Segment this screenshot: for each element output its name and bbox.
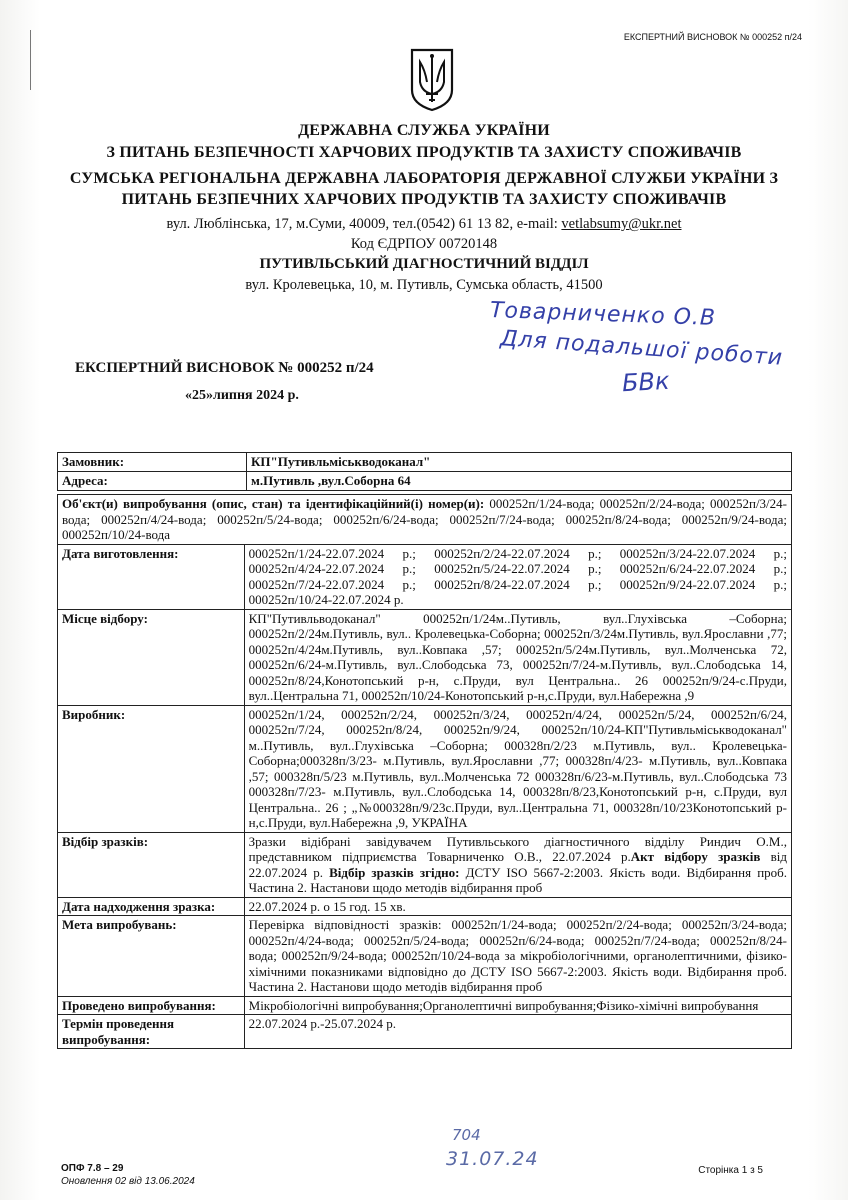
tests-value: Мікробіологічні випробування;Органолептичні випробування;Фізико-хімічні випробування	[244, 996, 791, 1015]
form-code: ОПФ 7.8 – 29	[61, 1163, 124, 1174]
client-table	[57, 452, 792, 491]
edrpou-code: Код ЄДРПОУ 00720148	[350, 236, 498, 252]
term-value: 22.07.2024 р.-25.07.2024 р.	[244, 1015, 791, 1049]
org-line1: ДЕРЖАВНА СЛУЖБА УКРАЇНИ	[298, 122, 550, 139]
table-row	[58, 472, 792, 491]
address-value: м.Путивль ,вул.Соборна 64	[247, 472, 792, 491]
made-value: 000252п/1/24-22.07.2024 р.; 000252п/2/24-22.07.2024 р.; 000252п/3/24-22.07.2024 р.; 000252п/4/24-22.07.2024 р.; 000252п/5/24-22.07.2024 р.; 000252п/6/24-22.07.2024 р.; 000252п/7/24-22.07.2024 р.; 000252п/8/24-22.07.2024 р.; 000252п/9/24-22.07.2024 р.; 000252п/10/24-22.07.2024 р.	[244, 544, 791, 609]
table-row	[58, 705, 792, 832]
client-label: Замовник:	[58, 453, 247, 472]
sampling-act-date: від 22.07.2024 р.	[248, 849, 787, 880]
table-row	[58, 897, 792, 916]
address-text: вул. Люблінська, 17, м.Суми, 40009, тел.(0542) 61 13 82, e-mail:	[166, 216, 558, 232]
table-row	[58, 1015, 792, 1049]
purpose-value: Перевірка відповідності зразків: 000252п/1/24-вода; 000252п/2/24-вода; 000252п/3/24-вода; 000252п/4/24-вода; 000252п/5/24-вода; 000252п/6/24-вода; 000252п/7/24-вода; 000252п/8/24-вода; 000252п/9/24-вода; 000252п/10/24-вода за мікробіологічними, органолептичними, фізико-хімічними показниками відповідно до ДСТУ ISO 5667-2:2003. Якість води. Відбирання проб. Частина 2. Настанови щодо методів відбирання проб	[244, 916, 791, 997]
form-revision: Оновлення 02 від 13.06.2024	[61, 1176, 195, 1187]
table-row	[58, 544, 792, 609]
department-address: вул. Кролевецька, 10, м. Путивль, Сумська область, 41500	[245, 277, 603, 293]
handwritten-name: Товарниченко О.В	[489, 298, 717, 331]
objects-cell	[58, 495, 792, 545]
table-row	[58, 495, 792, 545]
handwritten-note: Для подальшої роботи	[499, 326, 784, 371]
table-row	[58, 916, 792, 997]
received-label: Дата надходження зразка:	[58, 897, 245, 916]
table-row	[58, 453, 792, 472]
org-address	[0, 216, 848, 233]
sampling-text: Зразки відібрані завідувачем Путивльського діагностичного відділу Риндич О.М., представником підприємства Товарниченко О.В., 22.07.2024 р.	[248, 833, 787, 864]
sampling-value	[244, 832, 791, 897]
objects-value: 000252п/1/24-вода; 000252п/2/24-вода; 000252п/3/24-вода; 000252п/4/24-вода; 000252п/5/24-вода; 000252п/6/24-вода; 000252п/7/24-вода; 000252п/8/24-вода; 000252п/9/24-вода; 000252п/10/24-вода	[62, 496, 787, 542]
handwritten-registration-date: 31.07.24	[446, 1148, 539, 1170]
conclusion-title: ЕКСПЕРТНИЙ ВИСНОВОК № 000252 п/24	[75, 360, 374, 376]
made-label: Дата виготовлення:	[58, 544, 245, 609]
table-row	[58, 996, 792, 1015]
org-line4: ПИТАНЬ БЕЗПЕЧНИХ ХАРЧОВИХ ПРОДУКТІВ ТА ЗАХИСТУ СПОЖИВАЧІВ	[121, 191, 727, 208]
sampling-act-label: Акт відбору зразків	[630, 849, 761, 864]
handwritten-registration-number: 704	[452, 1126, 481, 1144]
address-label: Адреса:	[58, 472, 247, 491]
email-link[interactable]: vetlabsumy@ukr.net	[561, 216, 682, 232]
maker-value: 000252п/1/24, 000252п/2/24, 000252п/3/24, 000252п/4/24, 000252п/5/24, 000252п/6/24, 000252п/7/24, 000252п/8/24, 000252п/9/24, 000252п/10/24-КП"Путивльміськводоканал" м..Путивль, вул..Глухівська –Соборна; 000328п/2/23 м.Путивль, вул.. Кролевецька-Соборна;000328п/3/23- м.Путивль, вул.Ярославни ,77; 000328п/4/23- м.Путивль, вул..Ковпака ,57; 000328п/5/23 м.Путивль, вул..Молченська 72 000328п/6/23-м.Путивль, вул..Слободська 73 000328п/7/23- м.Путивль, вул..Слободська 14, 000328п/8/23,Конотопський р-н, с.Пруди, вул Центральна.. 26 ; „№000328п/9/23с.Пруди, вул..Центральна 71, 000328п/10/23Конотопський р-н,с.Пруди, вул.Набережна ,9, УКРАЇНА	[244, 705, 791, 832]
objects-label: Об'єкт(и) випробування (опис, стан) та ідентифікаційний(і) номер(и):	[62, 496, 485, 511]
sampling-standard-label: Відбір зразків згідно:	[329, 864, 460, 880]
table-row	[58, 609, 792, 705]
department-title: ПУТИВЛЬСЬКИЙ ДІАГНОСТИЧНИЙ ВІДДІЛ	[259, 256, 589, 272]
term-label: Термін проведення випробування:	[58, 1015, 245, 1049]
handwritten-signature: БВк	[621, 366, 671, 398]
client-value: КП"Путивльміськводоканал"	[247, 453, 792, 472]
page-number: Сторінка 1 з 5	[698, 1165, 763, 1176]
header-doc-number: ЕКСПЕРТНИЙ ВИСНОВОК № 000252 п/24	[623, 32, 802, 42]
received-value: 22.07.2024 р. о 15 год. 15 хв.	[244, 897, 791, 916]
conclusion-date: «25»липня 2024 р.	[185, 388, 299, 403]
table-row	[58, 832, 792, 897]
purpose-label: Мета випробувань:	[58, 916, 245, 997]
place-value: КП"Путивльводоканал" 000252п/1/24м..Путивль, вул..Глухівська –Соборна; 000252п/2/24м.Путивль, вул.. Кролевецька-Соборна; 000252п/3/24м.Путивль, вул.Ярославни ,77; 000252п/4/24м.Путивль, вул..Ковпака ,57; 000252п/5/24м.Путивль, вул..Молченська 72, 000252п/6/24-м.Путивль, вул..Слободська 73, 000252п/7/24-м.Путивль, вул..Слободська 14, 000252п/8/24,Конотопський р-н, с.Пруди, вул Центральна.. 26 000252п/9/24-с.Пруди, вул..Центральна 71, 000252п/10/24-Конотопський р-н,с.Пруди, вул.Набережна ,9	[244, 609, 791, 705]
sampling-label: Відбір зразків:	[58, 832, 245, 897]
place-label: Місце відбору:	[58, 609, 245, 705]
maker-label: Виробник:	[58, 705, 245, 832]
staple-mark	[30, 30, 34, 90]
org-line3: СУМСЬКА РЕГІОНАЛЬНА ДЕРЖАВНА ЛАБОРАТОРІЯ ДЕРЖАВНОЇ СЛУЖБИ УКРАЇНИ З	[69, 170, 779, 187]
coat-of-arms-icon	[409, 48, 455, 112]
tests-label: Проведено випробування:	[58, 996, 245, 1015]
sampling-standard: ДСТУ ISO 5667-2:2003. Якість води. Відбирання проб. Частина 2. Настанови щодо методів відбирання проб	[248, 864, 788, 895]
org-line2: З ПИТАНЬ БЕЗПЕЧНОСТІ ХАРЧОВИХ ПРОДУКТІВ ТА ЗАХИСТУ СПОЖИВАЧІВ	[106, 144, 742, 161]
details-table	[57, 494, 792, 1049]
